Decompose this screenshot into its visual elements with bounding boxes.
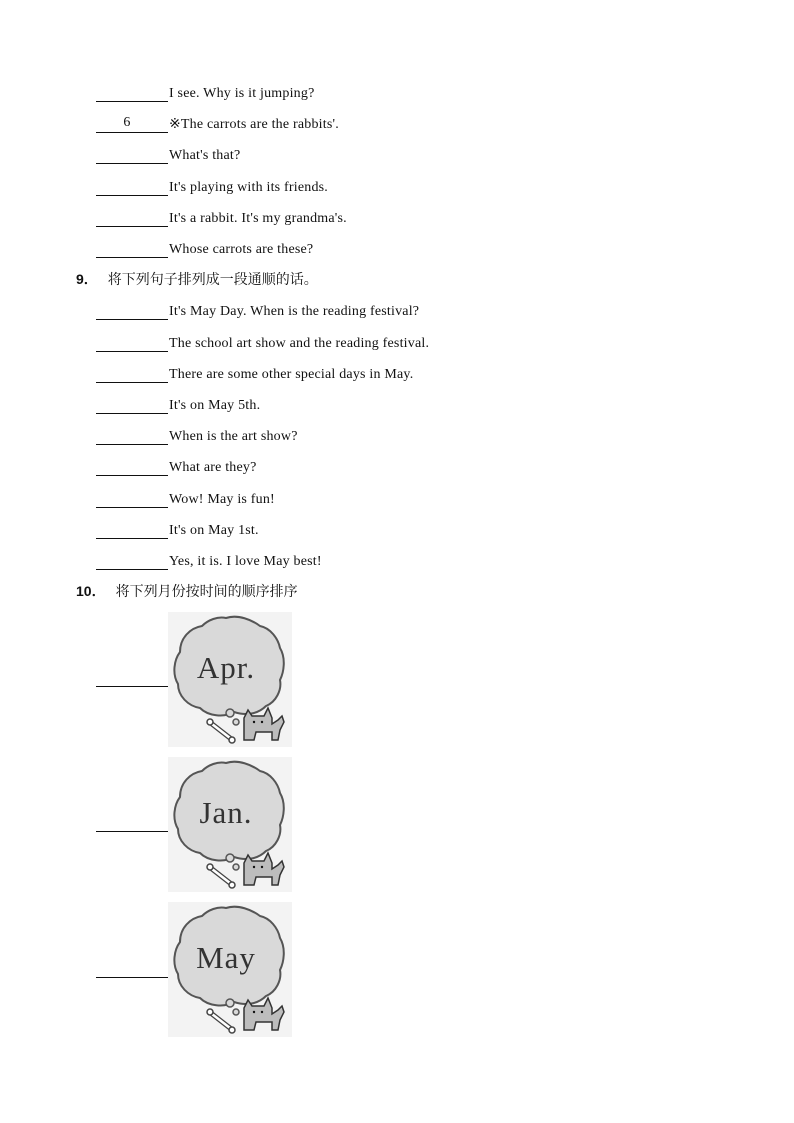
- month-answer-blank[interactable]: [96, 977, 168, 978]
- answer-line: [96, 332, 429, 352]
- answer-blank[interactable]: [96, 396, 168, 414]
- answer-blank[interactable]: [96, 552, 168, 570]
- sentence-text: ※The carrots are the rabbits'.: [169, 117, 339, 132]
- sentence-text: It's May Day. When is the reading festival?: [169, 304, 420, 319]
- question-10-heading: [76, 581, 298, 601]
- month-bubble-card: [168, 902, 292, 1037]
- answer-line: [96, 519, 259, 539]
- answer-blank[interactable]: [96, 490, 168, 508]
- answer-line: [96, 113, 339, 133]
- sentence-text: Wow! May is fun!: [169, 492, 275, 507]
- answer-line: [96, 176, 328, 196]
- sentence-text: What are they?: [169, 460, 257, 475]
- sentence-text: Yes, it is. I love May best!: [169, 554, 322, 569]
- sentence-text: When is the art show?: [169, 429, 298, 444]
- month-label: Jan.: [199, 795, 253, 830]
- answer-blank[interactable]: [96, 178, 168, 196]
- answer-blank[interactable]: [96, 334, 168, 352]
- question-number: 10．: [76, 583, 106, 599]
- answer-blank[interactable]: [96, 427, 168, 445]
- month-label: May: [196, 940, 256, 975]
- answer-line: [96, 207, 347, 227]
- answer-blank[interactable]: [96, 302, 168, 320]
- sentence-text: What's that?: [169, 148, 241, 163]
- month-answer-blank[interactable]: [96, 831, 168, 832]
- answer-line: [96, 363, 413, 383]
- answer-line: [96, 550, 322, 570]
- answer-line: [96, 456, 257, 476]
- sentence-text: Whose carrots are these?: [169, 242, 314, 257]
- sentence-text: It's playing with its friends.: [169, 180, 329, 195]
- answer-blank[interactable]: [96, 240, 168, 258]
- question-9-heading: [76, 269, 318, 289]
- month-label: Apr.: [196, 650, 256, 685]
- sentence-text: There are some other special days in May.: [169, 367, 414, 382]
- sentence-text: It's a rabbit. It's my grandma's.: [169, 211, 347, 226]
- answer-blank[interactable]: [96, 84, 168, 102]
- answer-line: [96, 488, 275, 508]
- question-instruction: 将下列句子排列成一段通顺的话。: [107, 272, 318, 288]
- answer-blank[interactable]: [96, 146, 168, 164]
- sentence-text: It's on May 5th.: [169, 398, 261, 413]
- answer-blank[interactable]: 6: [96, 115, 168, 133]
- answer-line: [96, 144, 240, 164]
- question-number: 9．: [76, 271, 98, 287]
- answer-blank[interactable]: [96, 365, 168, 383]
- sentence-text: It's on May 1st.: [169, 523, 259, 538]
- month-bubble-card: [168, 612, 292, 747]
- question-instruction: 将下列月份按时间的顺序排序: [115, 584, 298, 600]
- answer-line: [96, 425, 298, 445]
- sentence-text: I see. Why is it jumping?: [169, 86, 315, 101]
- answer-blank[interactable]: [96, 521, 168, 539]
- answer-line: [96, 82, 315, 102]
- answer-blank[interactable]: [96, 209, 168, 227]
- month-answer-blank[interactable]: [96, 686, 168, 687]
- answer-blank[interactable]: [96, 458, 168, 476]
- answer-line: [96, 238, 313, 258]
- month-bubble-card: [168, 757, 292, 892]
- answer-line: [96, 394, 260, 414]
- sentence-text: The school art show and the reading festival.: [169, 336, 430, 351]
- answer-line: [96, 300, 419, 320]
